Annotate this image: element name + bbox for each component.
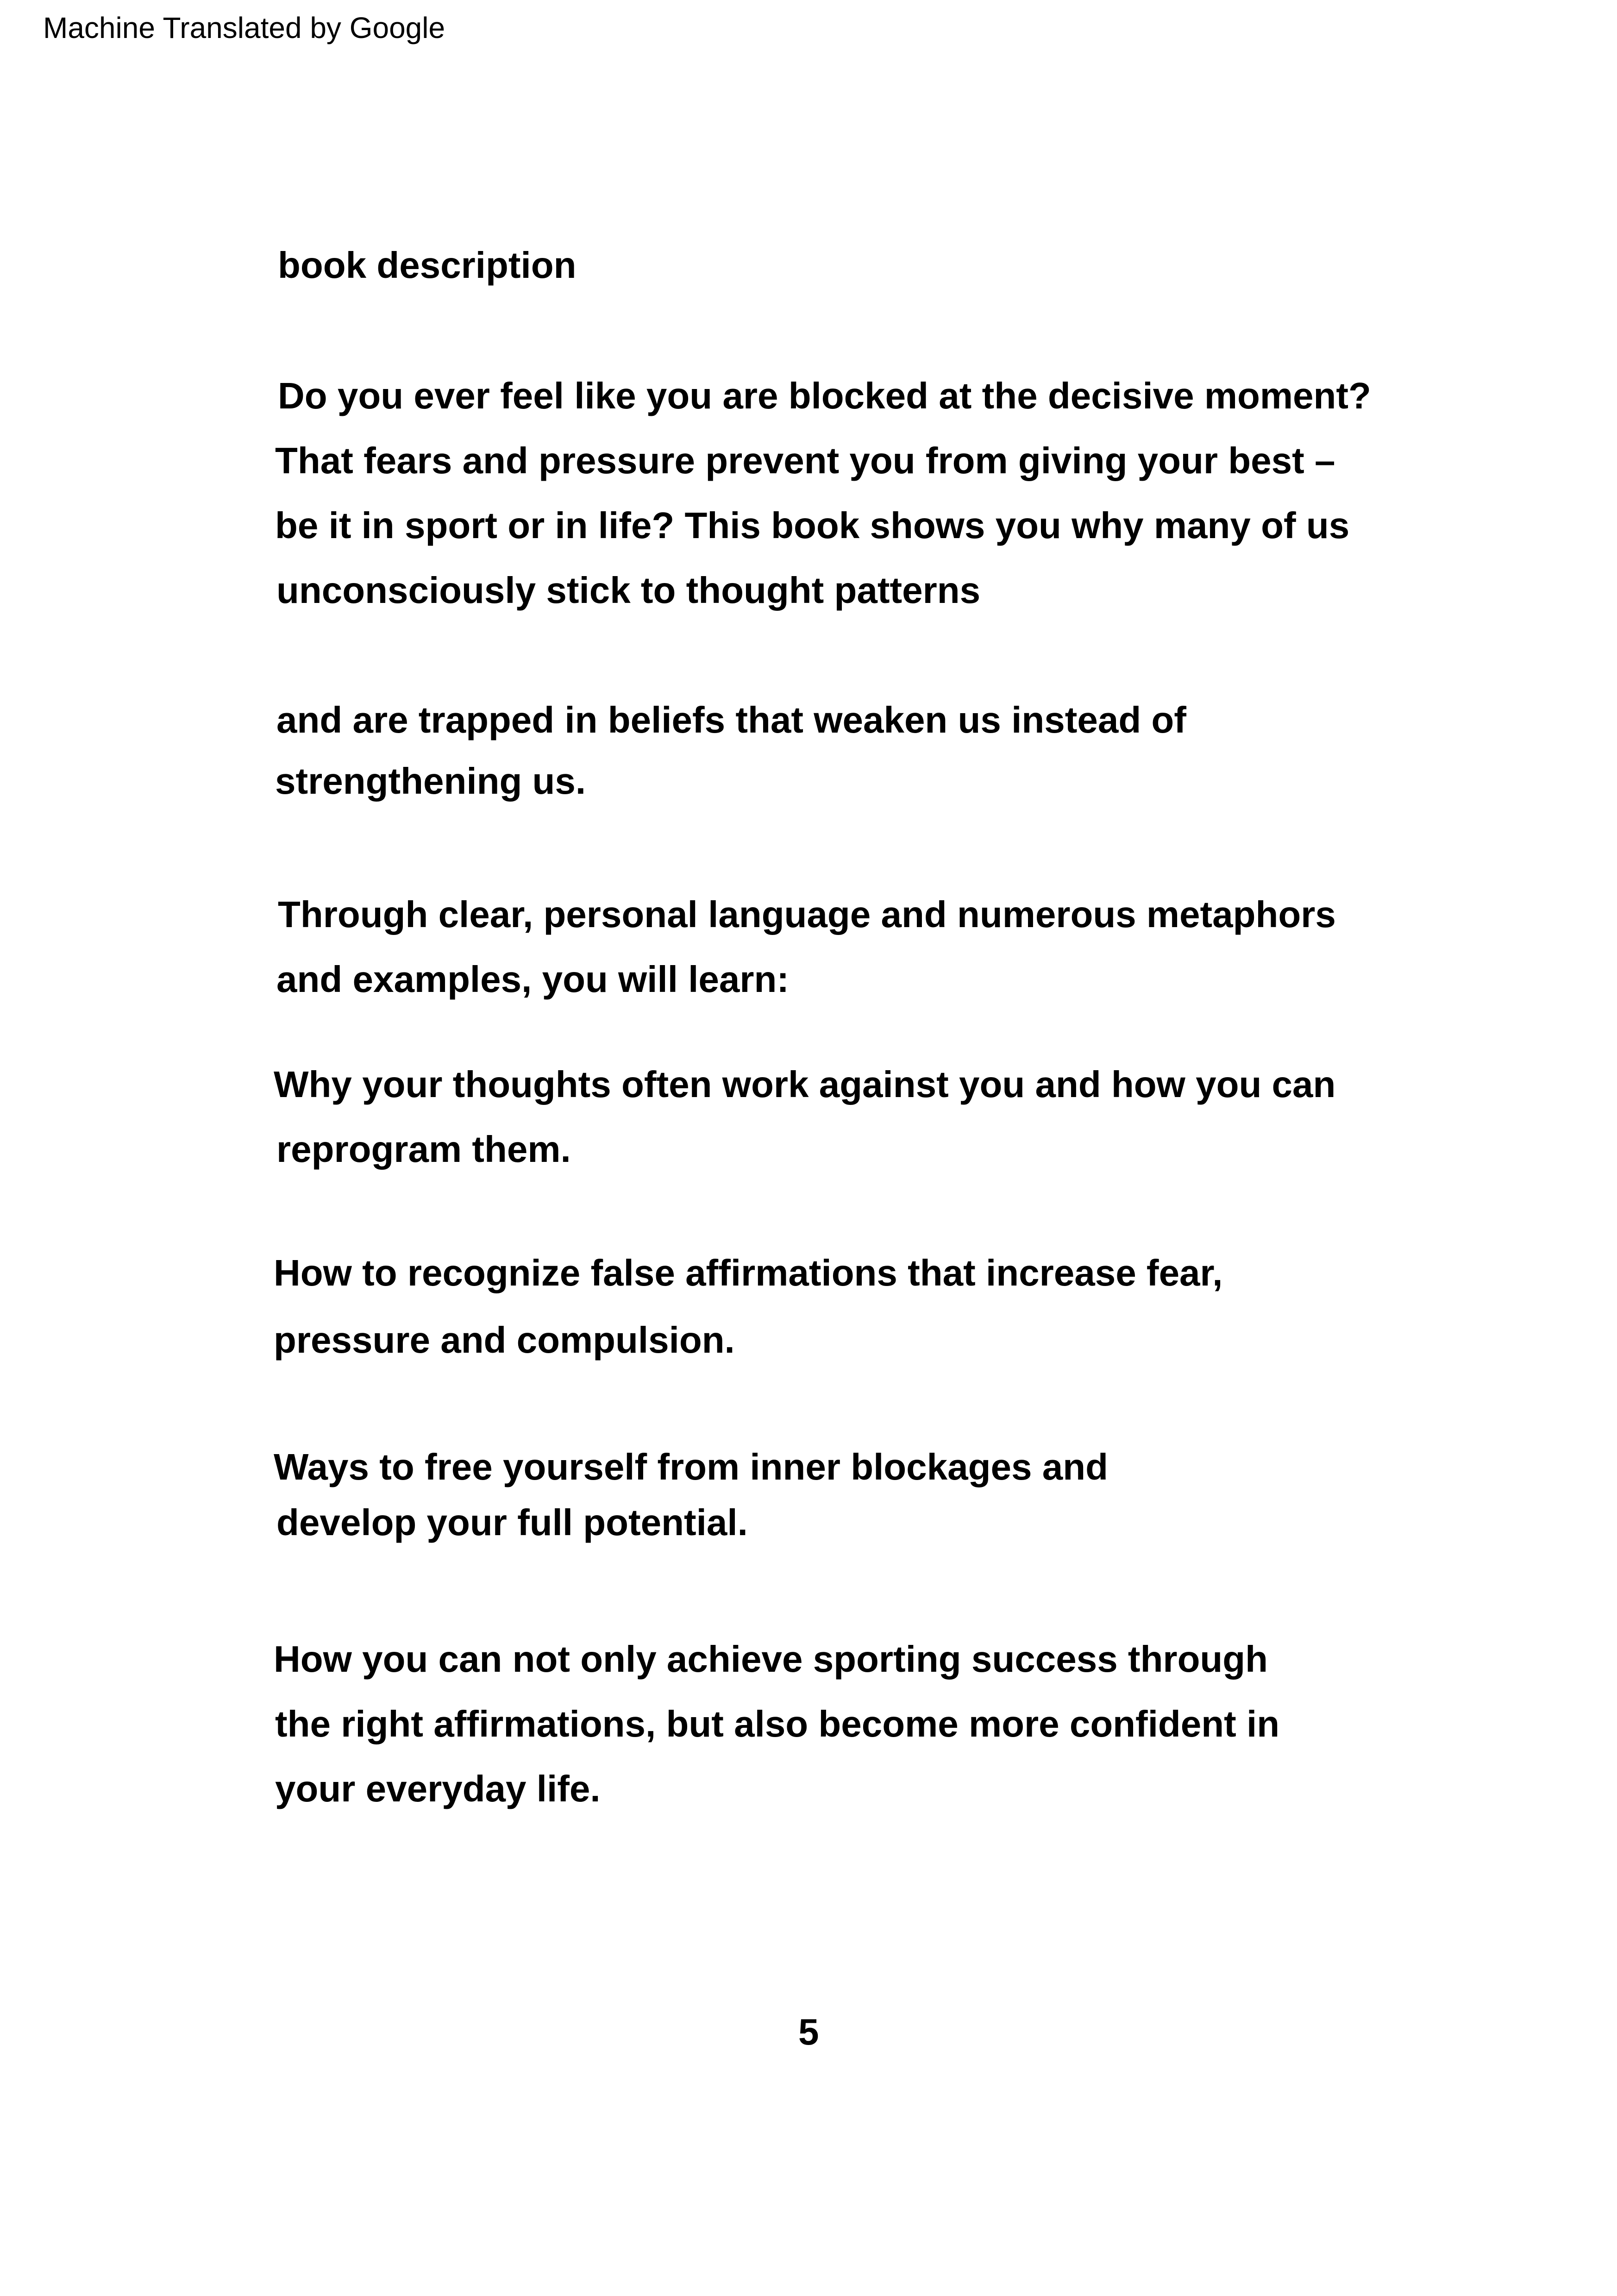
point-2-line-1: How to recognize false affirmations that increase fear,: [274, 1252, 1223, 1293]
intro-line-3: be it in sport or in life? This book shows you why many of us: [275, 505, 1350, 546]
intro-line-4: unconsciously stick to thought patterns: [276, 570, 981, 611]
point-4-line-2: the right affirmations, but also become more confident in: [275, 1703, 1280, 1744]
intro-line-2: That fears and pressure prevent you from giving your best –: [275, 440, 1335, 481]
page-number: 5: [798, 2011, 819, 2052]
point-1-line-1: Why your thoughts often work against you and how you can: [274, 1064, 1336, 1105]
point-1-line-2: reprogram them.: [276, 1129, 571, 1170]
translation-banner: Machine Translated by Google: [43, 11, 445, 44]
point-2-line-2: pressure and compulsion.: [274, 1319, 735, 1361]
section-heading: book description: [278, 245, 577, 286]
learn-intro-line-2: and examples, you will learn:: [276, 959, 790, 1000]
learn-intro-line-1: Through clear, personal language and numerous metaphors: [278, 894, 1336, 935]
intro-cont-line-1: and are trapped in beliefs that weaken us instead of: [276, 699, 1186, 740]
intro-cont-line-2: strengthening us.: [275, 760, 586, 802]
intro-line-1: Do you ever feel like you are blocked at the decisive moment?: [278, 375, 1371, 416]
point-3-line-2: develop your full potential.: [276, 1502, 748, 1543]
point-3-line-1: Ways to free yourself from inner blockages and: [274, 1446, 1108, 1487]
point-4-line-1: How you can not only achieve sporting success through: [274, 1638, 1268, 1680]
point-4-line-3: your everyday life.: [275, 1768, 601, 1809]
